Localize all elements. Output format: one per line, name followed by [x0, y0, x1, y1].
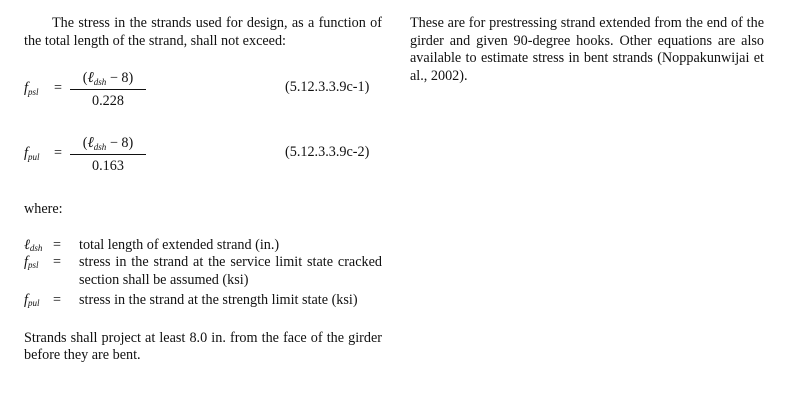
- equation-fraction: [68, 133, 148, 175]
- definition-item: [24, 292, 382, 310]
- fraction-denominator: 0.163: [92, 158, 124, 174]
- definition-symbol: $f_{pul}$: [24, 292, 40, 308]
- commentary-column: [410, 15, 764, 85]
- fraction-numerator: (ℓ$_{dsh}$ − 8): [82, 70, 134, 87]
- fraction-numerator: (ℓ$_{dsh}$ − 8): [82, 135, 134, 152]
- equation-pul: [24, 133, 382, 177]
- definition-text: stress in the strand at the service limit state cracked section shall be assumed (ksi): [79, 254, 382, 288]
- commentary-paragraph: These are for prestressing strand extended from the end of the girder and given 90-degree hooks. Other equations are also available to estimate stress in bent strands (Noppakunwijai et al., 2002).: [410, 15, 764, 84]
- equation-psl: [24, 68, 382, 112]
- equation-lhs: $f_{psl}$: [24, 80, 39, 97]
- equals-sign: =: [53, 236, 62, 253]
- definition-item: [24, 237, 382, 255]
- equals-sign: =: [53, 292, 62, 308]
- equals-sign: =: [53, 254, 62, 270]
- equals-sign: =: [54, 80, 63, 96]
- where-label: where:: [24, 201, 63, 217]
- intro-paragraph: The stress in the strands used for design, as a function of the total length of the strand, shall not exceed:: [24, 15, 382, 49]
- specification-column: [24, 15, 382, 365]
- equation-number: (5.12.3.3.9c-2): [285, 144, 370, 160]
- equation-fraction: [68, 68, 148, 110]
- definition-symbol: ℓ$_{dsh}$: [24, 236, 43, 253]
- definition-text: total length of extended strand (in.): [79, 236, 280, 253]
- equals-sign: =: [54, 145, 63, 161]
- fraction-denominator: 0.228: [92, 93, 124, 109]
- equation-lhs: $f_{pul}$: [24, 145, 40, 162]
- definitions-list: [24, 237, 382, 310]
- fraction-bar: [70, 154, 146, 155]
- fraction-bar: [70, 89, 146, 90]
- closing-paragraph: Strands shall project at least 8.0 in. from the face of the girder before they are bent.: [24, 329, 382, 363]
- definition-item: [24, 254, 382, 289]
- definition-text: stress in the strand at the strength limit state (ksi): [79, 292, 358, 308]
- equation-number: (5.12.3.3.9c-1): [285, 79, 370, 95]
- definition-symbol: $f_{psl}$: [24, 254, 39, 270]
